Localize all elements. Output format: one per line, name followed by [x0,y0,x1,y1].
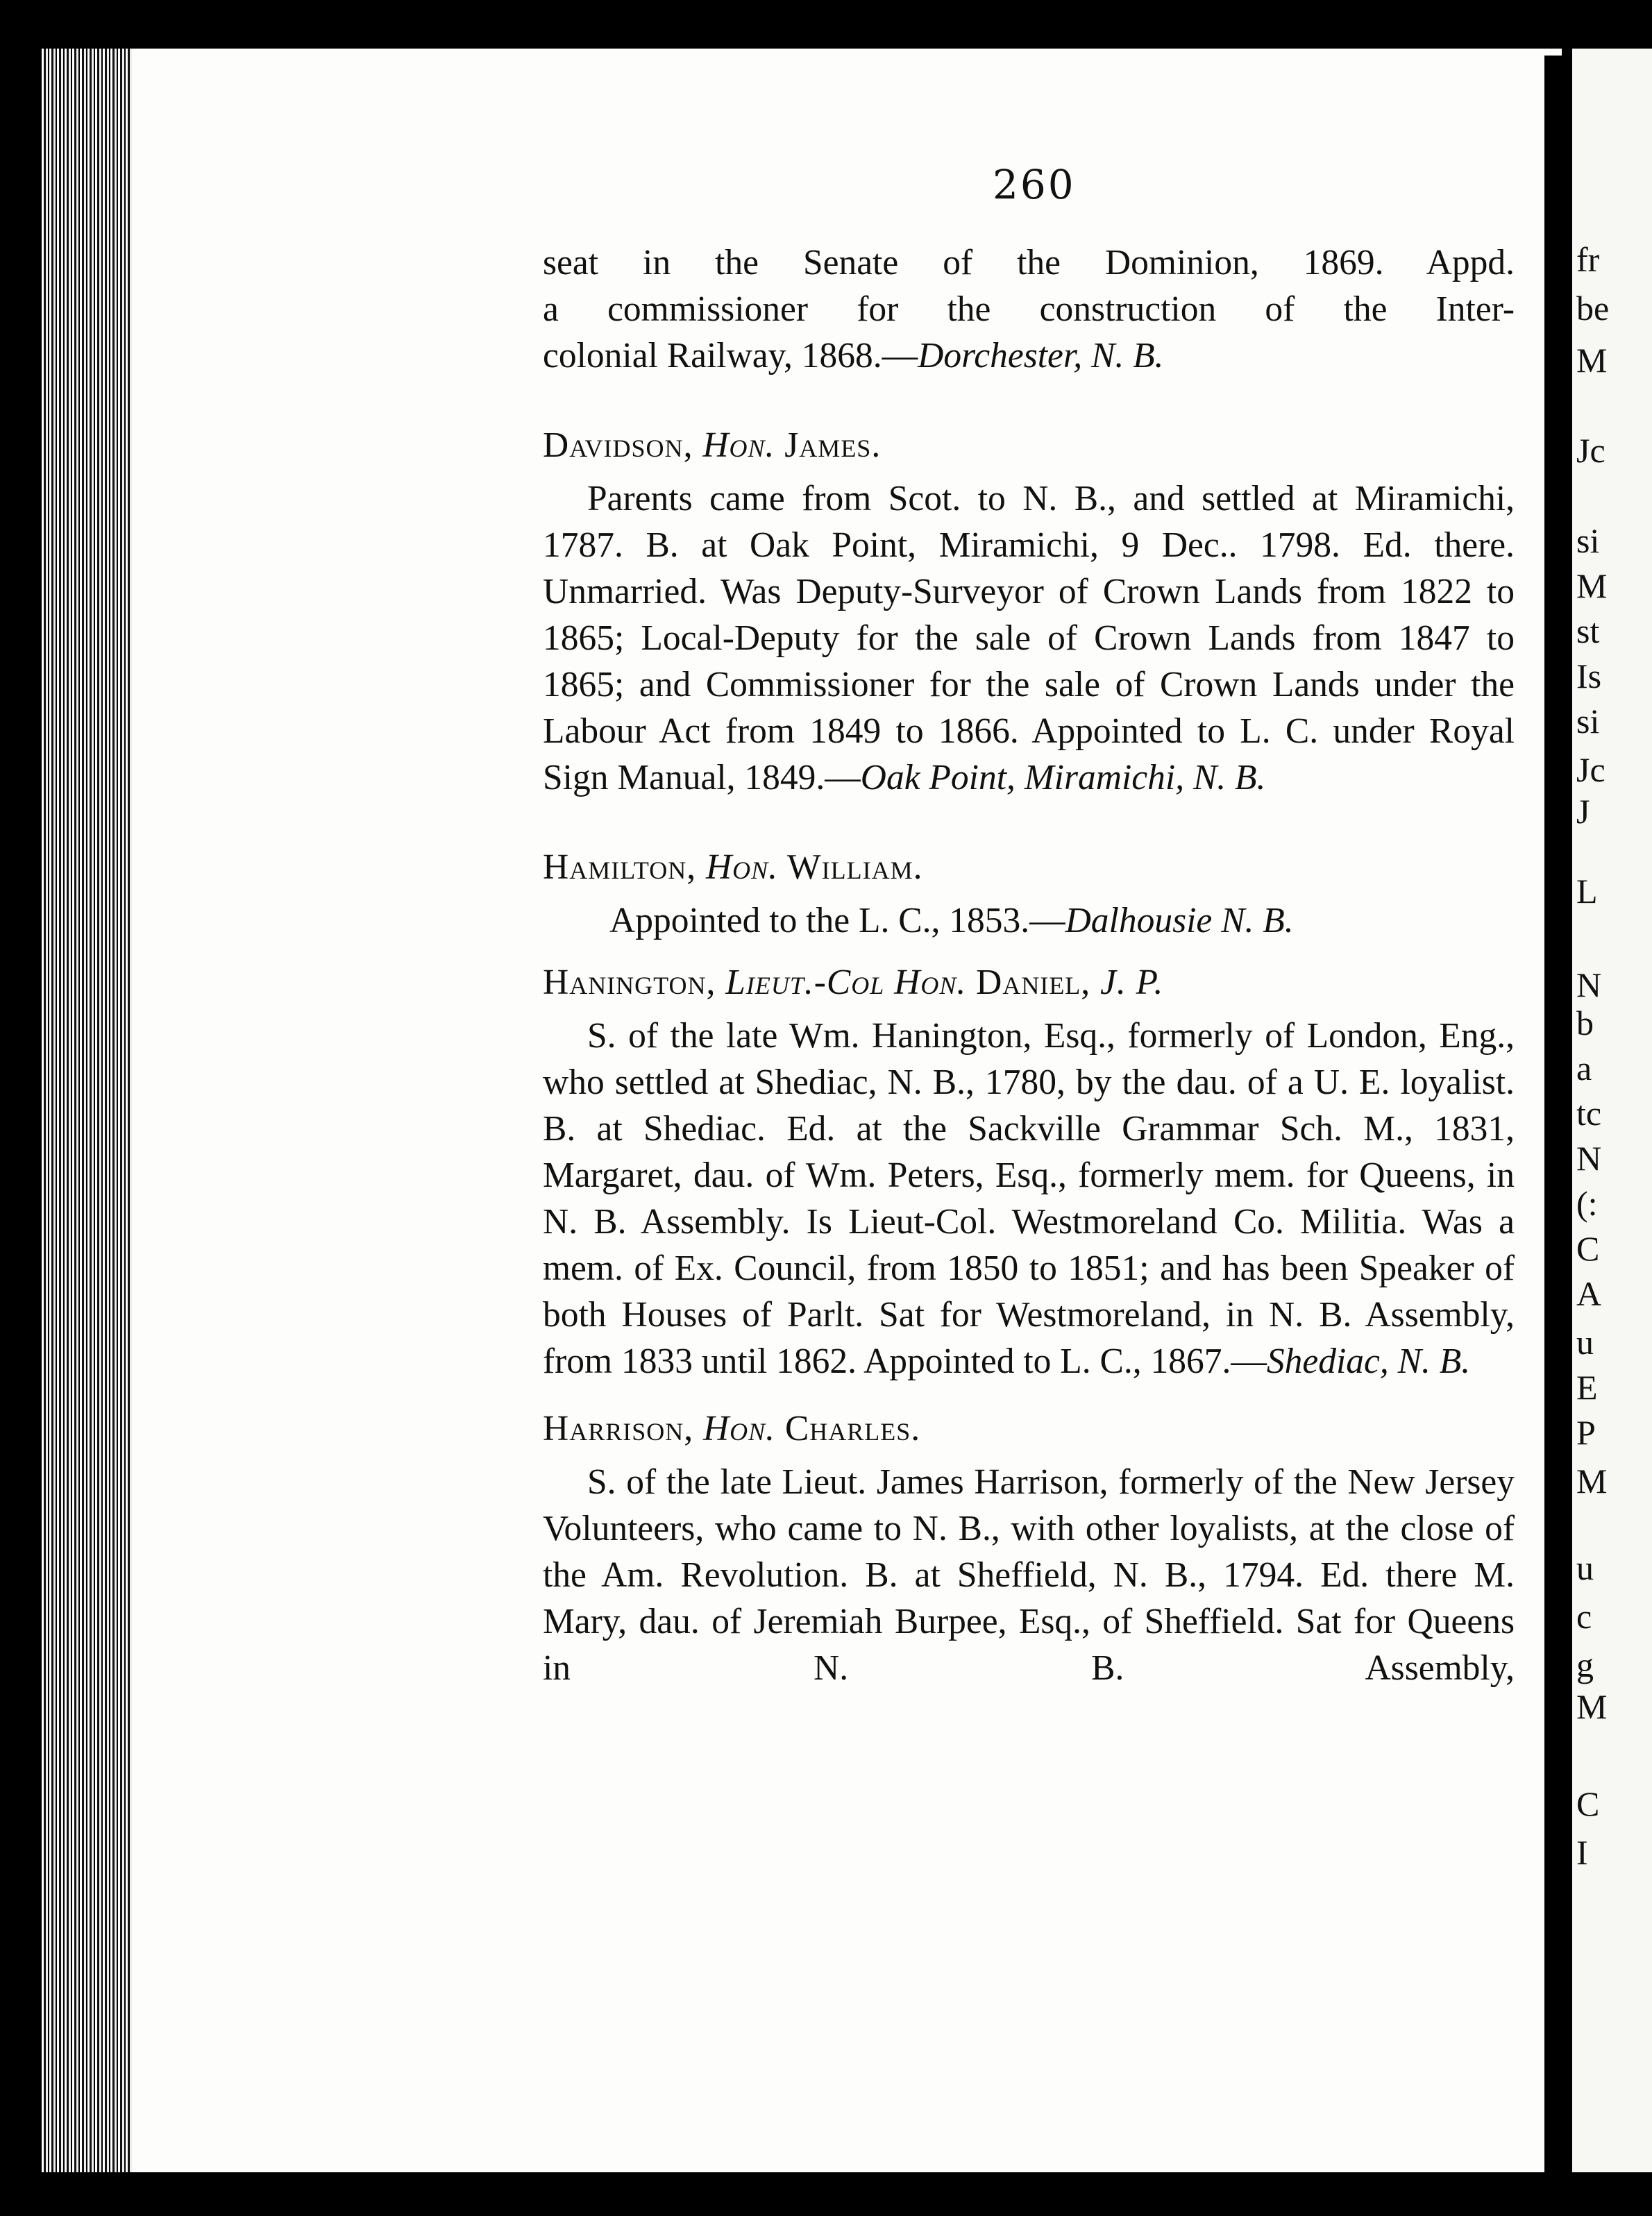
facing-page-fragment: A [1576,1274,1602,1313]
page-text [543,239,1515,1691]
facing-page-fragment: fr [1576,240,1600,279]
entry-heading: Harrison, Hon. Charles. [543,1409,921,1448]
entry-body: S. of the late Lieut. James Harrison, formerly of the New Jersey Volunteers, who came to N. B., with other loyalists, at the close of the Am. Revolution. B. at Sheffield, N. B., 1794. Ed. there M. Mary, dau. of Jeremiah Burpee, Esq., of Sheffield. Sat for Queens in N. B. Assembly, [543,1462,1515,1688]
entry-body: Parents came from Scot. to N. B., and settled at Miramichi, 1787. B. at Oak Point, Miramichi, 9 Dec.. 1798. Ed. there. Unmarried. Was Deputy-Surveyor of Crown Lands from 1822 to 1865; Local-Deputy for the sale of Crown Lands from 1847 to 1865; and Commissioner for the sale of Crown Lands under the Labour Act from 1849 to 1866. Appointed to L. C. under Royal Sign Manual, 1849.—Oak Point, Miramichi, N. B. [543,479,1515,797]
facing-page-fragment: si [1576,521,1600,560]
facing-page-fragment: be [1576,289,1610,328]
facing-page-fragment: M [1576,1687,1608,1726]
text-line: a commissioner for the construction of the Inter- [543,289,1515,329]
entry-heading: Hamilton, Hon. William. [543,847,923,887]
facing-page-fragment: u [1576,1548,1594,1587]
gutter-shadow [1544,56,1572,2172]
facing-page-fragment: b [1576,1004,1594,1042]
facing-page-fragment: si [1576,702,1600,741]
facing-page-fragment: tc [1576,1094,1602,1133]
facing-page-fragment: N [1576,965,1602,1004]
text-line: colonial Railway, 1868.—Dorchester, N. B. [543,336,1164,375]
place-name: Dalhousie N. B. [1065,901,1294,940]
facing-page-fragment: Jc [1576,431,1605,470]
facing-page-fragment: Is [1576,657,1602,695]
page-edges [42,49,146,2172]
facing-page-fragment: N [1576,1139,1602,1178]
page-number: 260 [993,161,1076,208]
facing-page-fragment: I [1576,1833,1588,1872]
facing-page-fragment: J [1576,792,1590,831]
facing-page-fragment: a [1576,1049,1592,1088]
entry-body: S. of the late Wm. Hanington, Esq., formerly of London, Eng., who settled at Shediac, N. B., 1780, by the dau. of a U. E. loyalist. B. at Shediac. Ed. at the Sackville Grammar Sch. M., 1831, Margaret, dau. of Wm. Peters, Esq., formerly mem. for Queens, in N. B. Assembly. Is Lieut-Col. Westmoreland Co. Militia. Was a mem. of Ex. Council, from 1850 to 1851; and has been Speaker of both Houses of Parlt. Sat for Westmoreland, in N. B. Assembly, from 1833 until 1862. Appointed to L. C., 1867.—Shediac, N. B. [543,1016,1515,1381]
facing-page-fragment: M [1576,1462,1608,1500]
facing-page-fragment: C [1576,1229,1600,1268]
facing-page-fragment: M [1576,341,1608,380]
facing-page-fragment: P [1576,1413,1596,1452]
facing-page-edge [1572,49,1652,2172]
entry-heading: Davidson, Hon. James. [543,425,882,465]
facing-page-fragment: u [1576,1323,1594,1362]
place-name: Dorchester, N. B. [918,336,1164,375]
bottom-shadow [0,2172,1652,2216]
facing-page-fragment: st [1576,611,1600,650]
text-line: seat in the Senate of the Dominion, 1869. Appd. [543,243,1515,282]
place-name: Oak Point, Miramichi, N. B. [860,758,1266,797]
entry-body: Appointed to the L. C., 1853.—Dalhousie N. B. [609,901,1294,940]
facing-page-fragment: L [1576,872,1598,911]
entry-heading: Hanington, Lieut.-Col Hon. Daniel, J. P. [543,963,1164,1002]
facing-page-fragment: M [1576,566,1608,605]
facing-page-fragment: c [1576,1597,1592,1636]
facing-page-fragment: (: [1576,1184,1598,1223]
place-name: Shediac, N. B. [1266,1342,1471,1381]
facing-page-fragment: Jc [1576,750,1605,789]
facing-page-fragment: g [1576,1646,1594,1684]
facing-page-fragment: C [1576,1784,1600,1823]
facing-page-fragment: E [1576,1368,1598,1407]
